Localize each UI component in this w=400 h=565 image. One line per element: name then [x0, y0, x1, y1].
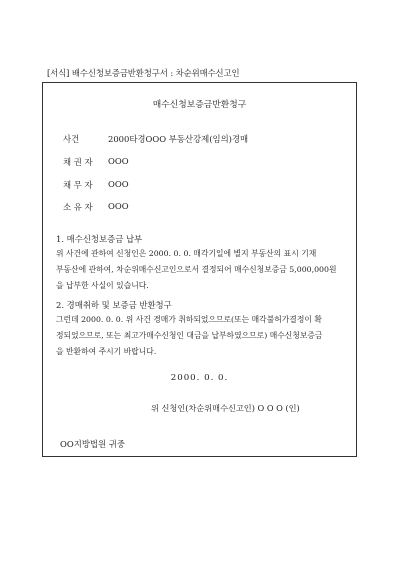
field-value: 2000타경OOO 부동산강제(임의)경매	[108, 134, 249, 144]
field-label: 사건	[63, 134, 80, 144]
field-value: OOO	[108, 156, 129, 166]
recipient-court: OO지방법원 귀중	[60, 439, 125, 449]
field-value: OOO	[108, 201, 129, 211]
document-date: 2000. 0. 0.	[170, 373, 229, 383]
field-value: OOO	[108, 179, 129, 189]
body-line: 그런데 2000. 0. 0. 위 사건 경매가 취하되었으므로(또는 매각불허가결정이 확	[56, 315, 322, 324]
document-box	[42, 82, 357, 457]
field-label: 채 권 자	[63, 157, 93, 167]
section-heading-deposit: 1. 매수신청보증금 납부	[56, 234, 143, 244]
applicant-signature: 위 신청인(차순위매수신고인) O O O (인)	[151, 403, 300, 413]
body-line: 정되었으므로, 또는 최고가매수신청인 대금을 납부하였으므로) 매수신청보증금	[56, 331, 323, 340]
body-line: 을 반환하여 주시기 바랍니다.	[56, 347, 157, 356]
body-line: 부동산에 관하여, 차순위매수신고인으로서 결정되어 매수신청보증금 5,000,000원	[56, 265, 337, 274]
field-label: 소 유 자	[63, 202, 93, 212]
document-title: 매수신청보증금반환청구	[152, 100, 247, 110]
section-heading-refund: 2. 경매취하 및 보증금 반환청구	[56, 300, 172, 310]
section-body-deposit	[56, 246, 348, 294]
body-line: 을 납부한 사실이 있습니다.	[56, 281, 149, 290]
form-tag: [서식] 배수신청보증금반환청구서 : 차순위매수신고인	[47, 68, 240, 78]
body-line: 위 사건에 관하여 신청인은 2000. 0. 0. 매각기일에 별지 부동산의 표시 기재	[56, 249, 317, 258]
section-body-refund	[56, 312, 348, 360]
field-label: 채 무 자	[63, 180, 93, 190]
